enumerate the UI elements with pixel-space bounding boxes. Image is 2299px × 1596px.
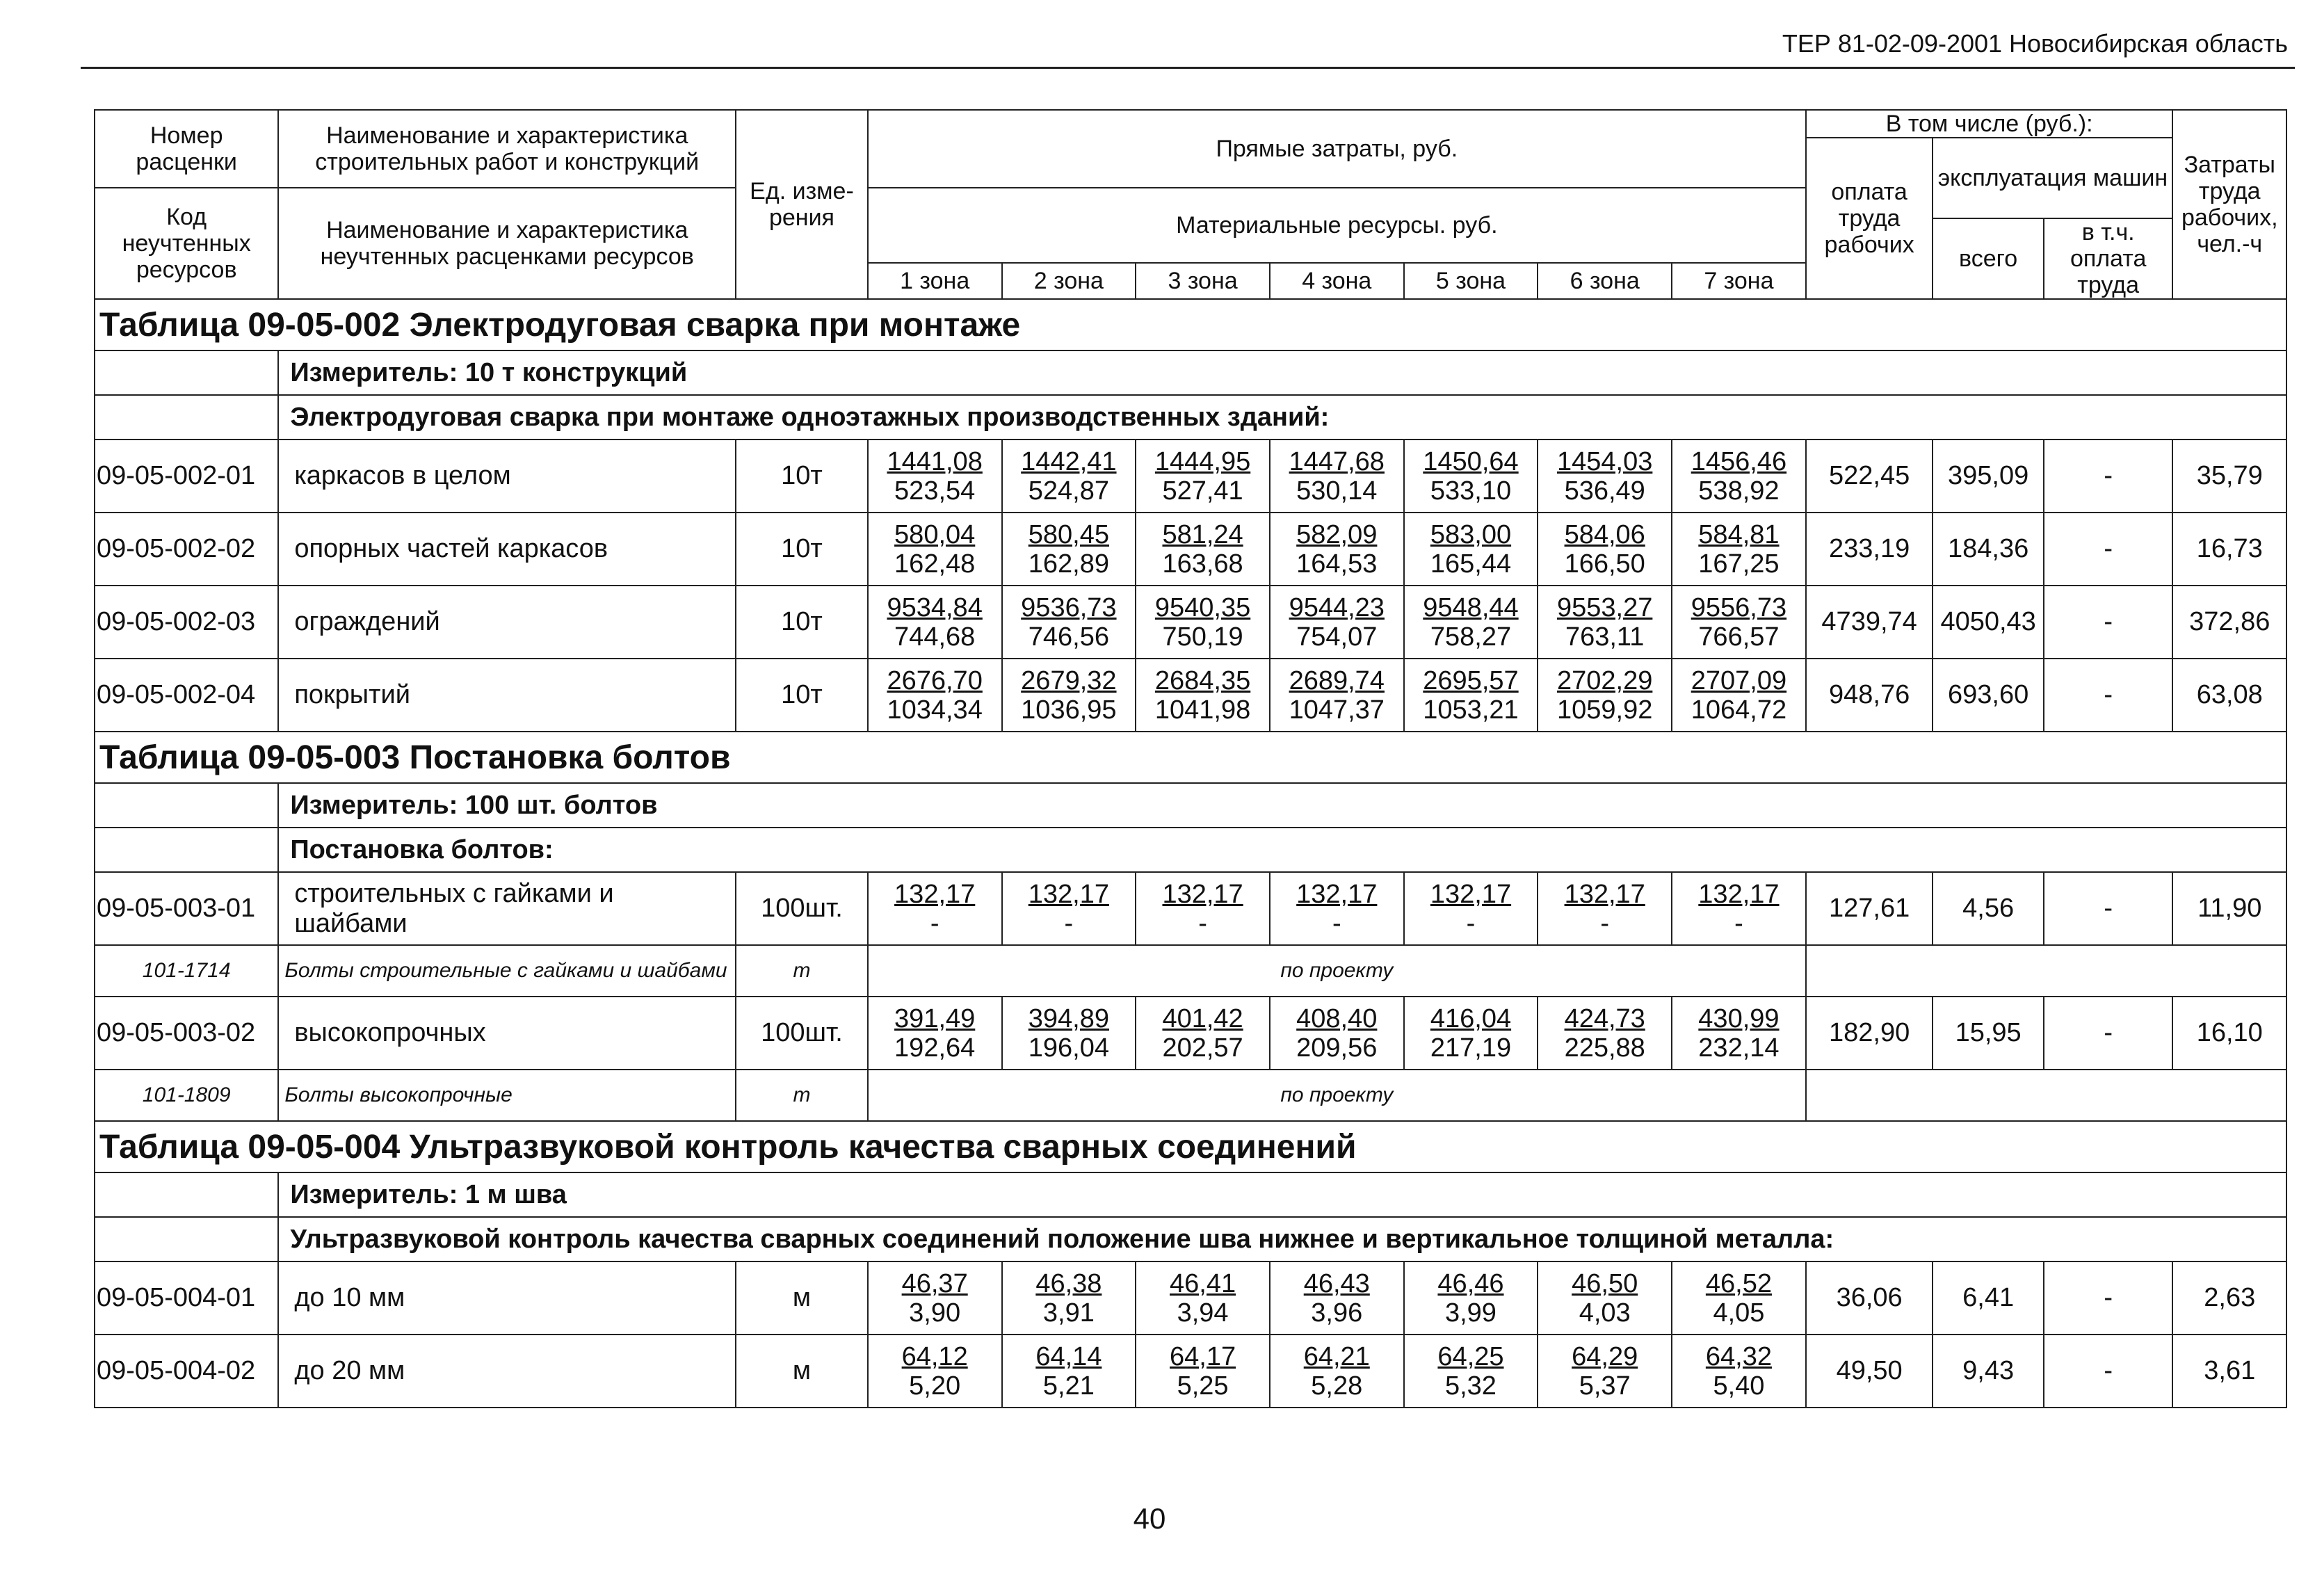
direct-cost: 64,14 [1035,1341,1102,1371]
material-cost: - [1600,908,1609,938]
zone-cost [868,440,1002,513]
direct-cost: 2702,29 [1556,666,1653,695]
material-cost: 3,96 [1311,1298,1363,1328]
rate-unit: 10т [736,659,868,732]
rate-name: высокопрочных [278,997,736,1070]
table-row [95,997,2286,1070]
direct-cost: 2695,57 [1423,666,1519,695]
direct-cost: 46,41 [1170,1268,1236,1298]
resource-name: Болты строительные с гайками и шайбами [278,945,736,997]
material-cost: 232,14 [1698,1033,1780,1063]
header-rule [81,67,2295,69]
header-direct-costs: Прямые затраты, руб. [868,110,1806,188]
direct-cost: 2676,70 [887,666,983,695]
labor-hours: 16,73 [2172,513,2286,586]
zone-cost [1672,872,1806,945]
material-cost: 523,54 [894,476,976,506]
direct-cost: 1441,08 [887,446,983,476]
rate-unit: м [736,1262,868,1335]
rate-code: 09-05-002-03 [95,586,278,659]
direct-cost: 9534,84 [887,593,983,622]
resource-row [95,1070,2286,1121]
header-name-top: Наименование и характеристика строительных работ и конструкций [278,110,736,188]
labor-pay: 36,06 [1806,1262,1933,1335]
header-labor-pay: оплата труда рабочих [1806,138,1933,299]
material-cost: 5,37 [1579,1371,1631,1401]
rate-unit: 10т [736,440,868,513]
material-cost: 5,20 [909,1371,961,1401]
material-cost: 5,40 [1713,1371,1765,1401]
material-cost: 3,91 [1042,1298,1095,1328]
rate-code: 09-05-002-04 [95,659,278,732]
zone-cost [868,997,1002,1070]
material-cost: - [1734,908,1743,938]
direct-cost: 9536,73 [1021,593,1117,622]
direct-cost: 2679,32 [1021,666,1117,695]
material-cost: 524,87 [1028,476,1109,506]
labor-pay: 4739,74 [1806,586,1933,659]
direct-cost: 1444,95 [1154,446,1251,476]
rate-name: до 20 мм [278,1335,736,1408]
header-labor-costs: Затраты труда рабочих, чел.-ч [2172,110,2286,299]
material-cost: 196,04 [1028,1033,1109,1063]
machines-total: 9,43 [1933,1335,2043,1408]
rate-name: до 10 мм [278,1262,736,1335]
material-cost: - [1198,908,1207,938]
machines-labor: - [2044,1262,2173,1335]
direct-cost: 46,50 [1572,1268,1638,1298]
material-cost: 527,41 [1162,476,1243,506]
direct-cost: 584,06 [1564,519,1645,549]
zone-cost [868,513,1002,586]
zone-cost [1672,659,1806,732]
header-material: Материальные ресурсы. руб. [868,188,1806,263]
labor-hours: 3,61 [2172,1335,2286,1408]
material-cost: 5,25 [1177,1371,1229,1401]
material-cost: 5,21 [1042,1371,1095,1401]
zone-cost [1270,872,1404,945]
header-code-bottom: Код неучтенных ресурсов [95,188,278,299]
zone-cost [1672,440,1806,513]
rate-unit: 10т [736,513,868,586]
direct-cost: 1456,46 [1691,446,1787,476]
material-cost: 3,99 [1444,1298,1497,1328]
zone-cost [1002,659,1136,732]
material-cost: - [1064,908,1074,938]
rates-table [94,109,2287,1408]
labor-hours: 16,10 [2172,997,2286,1070]
section-subtitle: Ультразвуковой контроль качества сварных соединений положение шва нижнее и вертикальное толщиной металла: [278,1217,2286,1262]
direct-cost: 64,25 [1437,1341,1504,1371]
machines-labor: - [2044,659,2173,732]
direct-cost: 9544,23 [1289,593,1385,622]
material-cost: 164,53 [1296,549,1378,579]
direct-cost: 580,45 [1028,519,1109,549]
zone-cost [1136,659,1270,732]
direct-cost: 416,04 [1430,1003,1512,1033]
machines-labor: - [2044,586,2173,659]
zone-cost [1002,513,1136,586]
table-row [95,659,2286,732]
resource-name: Болты высокопрочные [278,1070,736,1121]
resource-code: 101-1809 [95,1070,278,1121]
zone-cost [1002,1335,1136,1408]
zone-cost [1404,997,1538,1070]
rate-code: 09-05-004-02 [95,1335,278,1408]
labor-pay: 182,90 [1806,997,1933,1070]
header-zone: 4 зона [1270,263,1404,299]
material-cost: 166,50 [1564,549,1645,579]
material-cost: 209,56 [1296,1033,1378,1063]
machines-labor: - [2044,1335,2173,1408]
zone-cost [1404,1262,1538,1335]
rate-name: строительных с гайками и шайбами [278,872,736,945]
rate-code: 09-05-003-01 [95,872,278,945]
material-cost: 758,27 [1430,622,1512,652]
document-reference: ТЕР 81-02-09-2001 Новосибирская область [1782,29,2288,58]
direct-cost: 46,46 [1437,1268,1504,1298]
table-row [95,440,2286,513]
empty-cell [95,783,278,828]
direct-cost: 430,99 [1698,1003,1780,1033]
material-cost: 763,11 [1565,622,1645,652]
empty-cell [95,1217,278,1262]
zone-cost [1538,1262,1672,1335]
rate-name: опорных частей каркасов [278,513,736,586]
zone-cost [1672,997,1806,1070]
zone-cost [1136,440,1270,513]
material-cost: 225,88 [1564,1033,1645,1063]
header-total: всего [1933,218,2043,299]
zone-cost [1404,586,1538,659]
header-machines: эксплуатация машин [1933,138,2172,218]
empty-cell [1806,1070,2286,1121]
header-incl-labor: в т.ч. оплата труда [2044,218,2173,299]
zone-cost [1538,586,1672,659]
section-measure: Измеритель: 10 т конструкций [278,350,2286,395]
empty-cell [95,828,278,872]
material-cost: 163,68 [1162,549,1243,579]
machines-total: 15,95 [1933,997,2043,1070]
rate-code: 09-05-002-02 [95,513,278,586]
material-cost: 1053,21 [1423,695,1519,725]
material-cost: 167,25 [1698,549,1780,579]
direct-cost: 64,29 [1572,1341,1638,1371]
section-subtitle: Электродуговая сварка при монтаже одноэтажных производственных зданий: [278,395,2286,440]
direct-cost: 9556,73 [1691,593,1787,622]
machines-total: 395,09 [1933,440,2043,513]
zone-cost [868,659,1002,732]
zone-cost [1538,997,1672,1070]
labor-hours: 372,86 [2172,586,2286,659]
zone-cost [1002,997,1136,1070]
header-including: В том числе (руб.): [1806,110,2173,138]
zone-cost [1136,1262,1270,1335]
zone-cost [868,872,1002,945]
machines-total: 4050,43 [1933,586,2043,659]
material-cost: 1047,37 [1289,695,1385,725]
zone-cost [1404,659,1538,732]
empty-cell [1806,945,2286,997]
zone-cost [1002,1262,1136,1335]
header-zone: 5 зона [1404,263,1538,299]
zone-cost [1672,586,1806,659]
machines-total: 693,60 [1933,659,2043,732]
resource-note: по проекту [868,1070,1806,1121]
table-row [95,1335,2286,1408]
direct-cost: 64,17 [1170,1341,1236,1371]
labor-pay: 127,61 [1806,872,1933,945]
section-title: Таблица 09-05-003 Постановка болтов [95,732,2286,783]
zone-cost [1270,659,1404,732]
machines-labor: - [2044,440,2173,513]
direct-cost: 64,32 [1705,1341,1772,1371]
section-measure: Измеритель: 100 шт. болтов [278,783,2286,828]
zone-cost [1538,872,1672,945]
zone-cost [868,1335,1002,1408]
material-cost: 533,10 [1430,476,1512,506]
header-zone: 3 зона [1136,263,1270,299]
rate-unit: 100шт. [736,872,868,945]
direct-cost: 394,89 [1028,1003,1109,1033]
zone-cost [1270,440,1404,513]
material-cost: - [1332,908,1341,938]
empty-cell [95,395,278,440]
labor-hours: 2,63 [2172,1262,2286,1335]
material-cost: 1036,95 [1021,695,1117,725]
resource-note: по проекту [868,945,1806,997]
page-number: 40 [1133,1502,1166,1535]
zone-cost [1404,440,1538,513]
direct-cost: 132,17 [1028,879,1109,909]
zone-cost [1002,440,1136,513]
direct-cost: 584,81 [1698,519,1780,549]
direct-cost: 9548,44 [1423,593,1519,622]
direct-cost: 64,12 [901,1341,968,1371]
rate-code: 09-05-004-01 [95,1262,278,1335]
material-cost: 754,07 [1296,622,1378,652]
zone-cost [1404,1335,1538,1408]
material-cost: 1059,92 [1556,695,1653,725]
material-cost: 538,92 [1698,476,1780,506]
material-cost: 536,49 [1564,476,1645,506]
rate-name: покрытий [278,659,736,732]
material-cost: 3,90 [909,1298,961,1328]
direct-cost: 132,17 [1162,879,1243,909]
material-cost: 530,14 [1296,476,1378,506]
zone-cost [1002,872,1136,945]
zone-cost [1538,513,1672,586]
direct-cost: 2684,35 [1154,666,1251,695]
machines-total: 184,36 [1933,513,2043,586]
zone-cost [1538,659,1672,732]
direct-cost: 132,17 [1698,879,1780,909]
table-row [95,513,2286,586]
direct-cost: 391,49 [894,1003,976,1033]
rate-name: ограждений [278,586,736,659]
material-cost: 750,19 [1162,622,1243,652]
direct-cost: 582,09 [1296,519,1378,549]
material-cost: 192,64 [894,1033,976,1063]
machines-total: 4,56 [1933,872,2043,945]
material-cost: 766,57 [1698,622,1780,652]
machines-labor: - [2044,872,2173,945]
direct-cost: 581,24 [1162,519,1243,549]
section-title: Таблица 09-05-004 Ультразвуковой контроль качества сварных соединений [95,1121,2286,1172]
machines-labor: - [2044,997,2173,1070]
empty-cell [95,350,278,395]
zone-cost [1270,586,1404,659]
material-cost: 5,32 [1444,1371,1497,1401]
material-cost: 162,89 [1028,549,1109,579]
material-cost: 4,03 [1579,1298,1631,1328]
material-cost: 3,94 [1177,1298,1229,1328]
direct-cost: 408,40 [1296,1003,1378,1033]
zone-cost [1136,513,1270,586]
material-cost: 4,05 [1713,1298,1765,1328]
header-zone: 1 зона [868,263,1002,299]
resource-unit: т [736,1070,868,1121]
rate-code: 09-05-002-01 [95,440,278,513]
header-code-top: Номер расценки [95,110,278,188]
direct-cost: 46,38 [1035,1268,1102,1298]
labor-pay: 233,19 [1806,513,1933,586]
rate-unit: 10т [736,586,868,659]
direct-cost: 132,17 [1430,879,1512,909]
zone-cost [1136,997,1270,1070]
header-zone: 6 зона [1538,263,1672,299]
direct-cost: 9553,27 [1556,593,1653,622]
direct-cost: 2707,09 [1691,666,1787,695]
direct-cost: 46,43 [1303,1268,1370,1298]
rate-name: каркасов в целом [278,440,736,513]
material-cost: 1064,72 [1691,695,1787,725]
zone-cost [1404,513,1538,586]
resource-unit: т [736,945,868,997]
machines-total: 6,41 [1933,1262,2043,1335]
zone-cost [1672,1262,1806,1335]
rate-unit: 100шт. [736,997,868,1070]
material-cost: 162,48 [894,549,976,579]
direct-cost: 132,17 [1296,879,1378,909]
direct-cost: 1450,64 [1423,446,1519,476]
direct-cost: 1454,03 [1556,446,1653,476]
material-cost: 1041,98 [1154,695,1251,725]
resource-code: 101-1714 [95,945,278,997]
section-title: Таблица 09-05-002 Электродуговая сварка при монтаже [95,299,2286,350]
section-measure: Измеритель: 1 м шва [278,1172,2286,1217]
section-subtitle: Постановка болтов: [278,828,2286,872]
direct-cost: 2689,74 [1289,666,1385,695]
zone-cost [1270,513,1404,586]
zone-cost [1404,872,1538,945]
direct-cost: 583,00 [1430,519,1512,549]
direct-cost: 580,04 [894,519,976,549]
direct-cost: 46,37 [901,1268,968,1298]
direct-cost: 64,21 [1303,1341,1370,1371]
zone-cost [1136,1335,1270,1408]
direct-cost: 132,17 [1564,879,1645,909]
header-name-bottom: Наименование и характеристика неучтенных расценками ресурсов [278,188,736,299]
material-cost: 744,68 [894,622,976,652]
labor-pay: 522,45 [1806,440,1933,513]
material-cost: 1034,34 [887,695,983,725]
table-row [95,586,2286,659]
table-row [95,1262,2286,1335]
zone-cost [1672,513,1806,586]
direct-cost: 401,42 [1162,1003,1243,1033]
rate-code: 09-05-003-02 [95,997,278,1070]
direct-cost: 424,73 [1564,1003,1645,1033]
zone-cost [1270,997,1404,1070]
machines-labor: - [2044,513,2173,586]
labor-hours: 11,90 [2172,872,2286,945]
direct-cost: 1442,41 [1021,446,1117,476]
material-cost: - [1466,908,1476,938]
direct-cost: 1447,68 [1289,446,1385,476]
zone-cost [1136,872,1270,945]
resource-row [95,945,2286,997]
labor-pay: 948,76 [1806,659,1933,732]
labor-hours: 35,79 [2172,440,2286,513]
zone-cost [1270,1262,1404,1335]
labor-pay: 49,50 [1806,1335,1933,1408]
empty-cell [95,1172,278,1217]
direct-cost: 46,52 [1705,1268,1772,1298]
zone-cost [868,586,1002,659]
zone-cost [1538,440,1672,513]
rate-unit: м [736,1335,868,1408]
zone-cost [1270,1335,1404,1408]
material-cost: - [930,908,939,938]
zone-cost [868,1262,1002,1335]
direct-cost: 9540,35 [1154,593,1251,622]
material-cost: 746,56 [1028,622,1109,652]
labor-hours: 63,08 [2172,659,2286,732]
material-cost: 5,28 [1311,1371,1363,1401]
material-cost: 202,57 [1162,1033,1243,1063]
direct-cost: 132,17 [894,879,976,909]
header-zone: 7 зона [1672,263,1806,299]
zone-cost [1672,1335,1806,1408]
header-zone: 2 зона [1002,263,1136,299]
header-unit: Ед. изме-рения [736,110,868,299]
material-cost: 217,19 [1430,1033,1512,1063]
table-row [95,872,2286,945]
zone-cost [1136,586,1270,659]
zone-cost [1002,586,1136,659]
material-cost: 165,44 [1430,549,1512,579]
zone-cost [1538,1335,1672,1408]
